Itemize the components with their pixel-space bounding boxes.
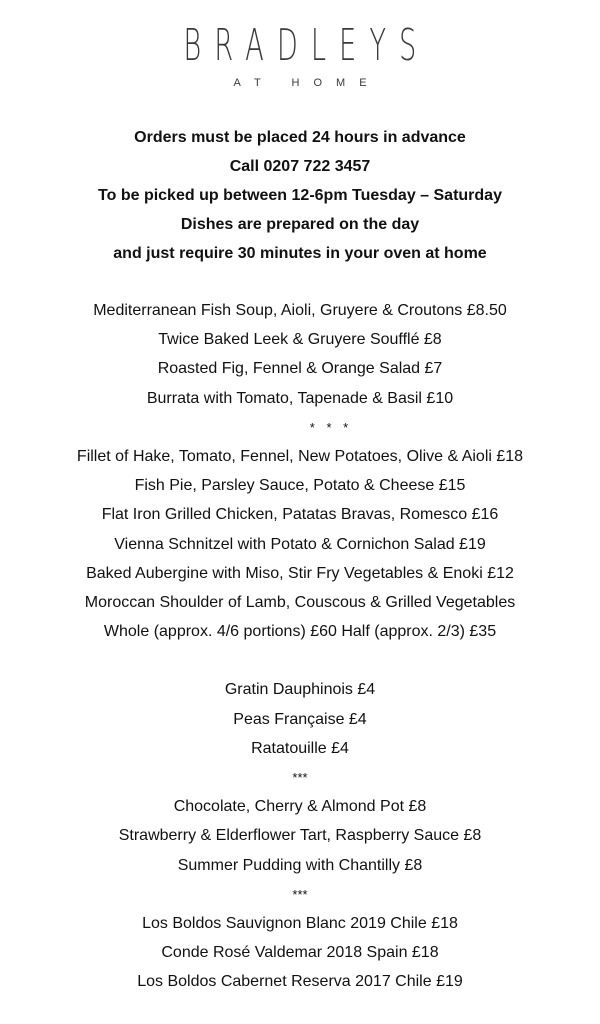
main-item: Vienna Schnitzel with Potato & Cornichon Salad £19 [114,535,486,553]
info-line: Dishes are prepared on the day [180,216,420,233]
starter-item: Burrata with Tomato, Tapenade & Basil £10 [146,389,454,407]
menu-list [0,296,600,997]
wine-item: Los Boldos Cabernet Reserva 2017 Chile £19 [137,973,463,991]
dessert-item: Strawberry & Elderflower Tart, Raspberry Sauce £8 [118,827,482,845]
starter-item: Roasted Fig, Fennel & Orange Salad £7 [157,360,443,378]
info-line: Orders must be placed 24 hours in advance [134,129,466,146]
dessert-item: Chocolate, Cherry & Almond Pot £8 [173,798,427,816]
wine-item: Los Boldos Sauvignon Blanc 2019 Chile £18 [142,914,458,932]
info-line: and just require 30 minutes in your oven at home [113,245,487,262]
main-item-portions: Whole (approx. 4/6 portions) £60 Half (approx. 2/3) £35 [103,623,497,641]
main-item: Baked Aubergine with Miso, Stir Fry Vegetables & Enoki £12 [86,564,514,582]
main-item: Fish Pie, Parsley Sauce, Potato & Cheese £15 [134,477,466,495]
side-item: Ratatouille £4 [251,739,349,757]
main-item: Moroccan Shoulder of Lamb, Couscous & Grilled Vegetables [84,593,516,611]
side-item: Gratin Dauphinois £4 [224,681,376,699]
info-line: To be picked up between 12-6pm Tuesday – Saturday [98,187,502,204]
starter-item: Twice Baked Leek & Gruyere Soufflé £8 [158,331,442,349]
logo [0,22,600,90]
wine-item: Conde Rosé Valdemar 2018 Spain £18 [161,944,439,962]
info-phone: Call 0207 722 3457 [229,158,371,175]
separator: * * * [309,419,353,435]
logo-tagline: AT HOME [233,77,381,89]
separator: *** [292,886,308,902]
side-item: Peas Française £4 [233,710,367,728]
main-item: Flat Iron Grilled Chicken, Patatas Bravas, Romesco £16 [101,506,499,524]
main-item: Fillet of Hake, Tomato, Fennel, New Potatoes, Olive & Aioli £18 [76,447,524,465]
spacer [0,646,600,675]
starter-item: Mediterranean Fish Soup, Aioli, Gruyere & Croutons £8.50 [93,302,507,319]
logo-brand-name: BRADLEYS [183,20,430,71]
ordering-info [0,123,600,268]
separator: *** [292,770,308,785]
dessert-item: Summer Pudding with Chantilly £8 [177,856,423,874]
